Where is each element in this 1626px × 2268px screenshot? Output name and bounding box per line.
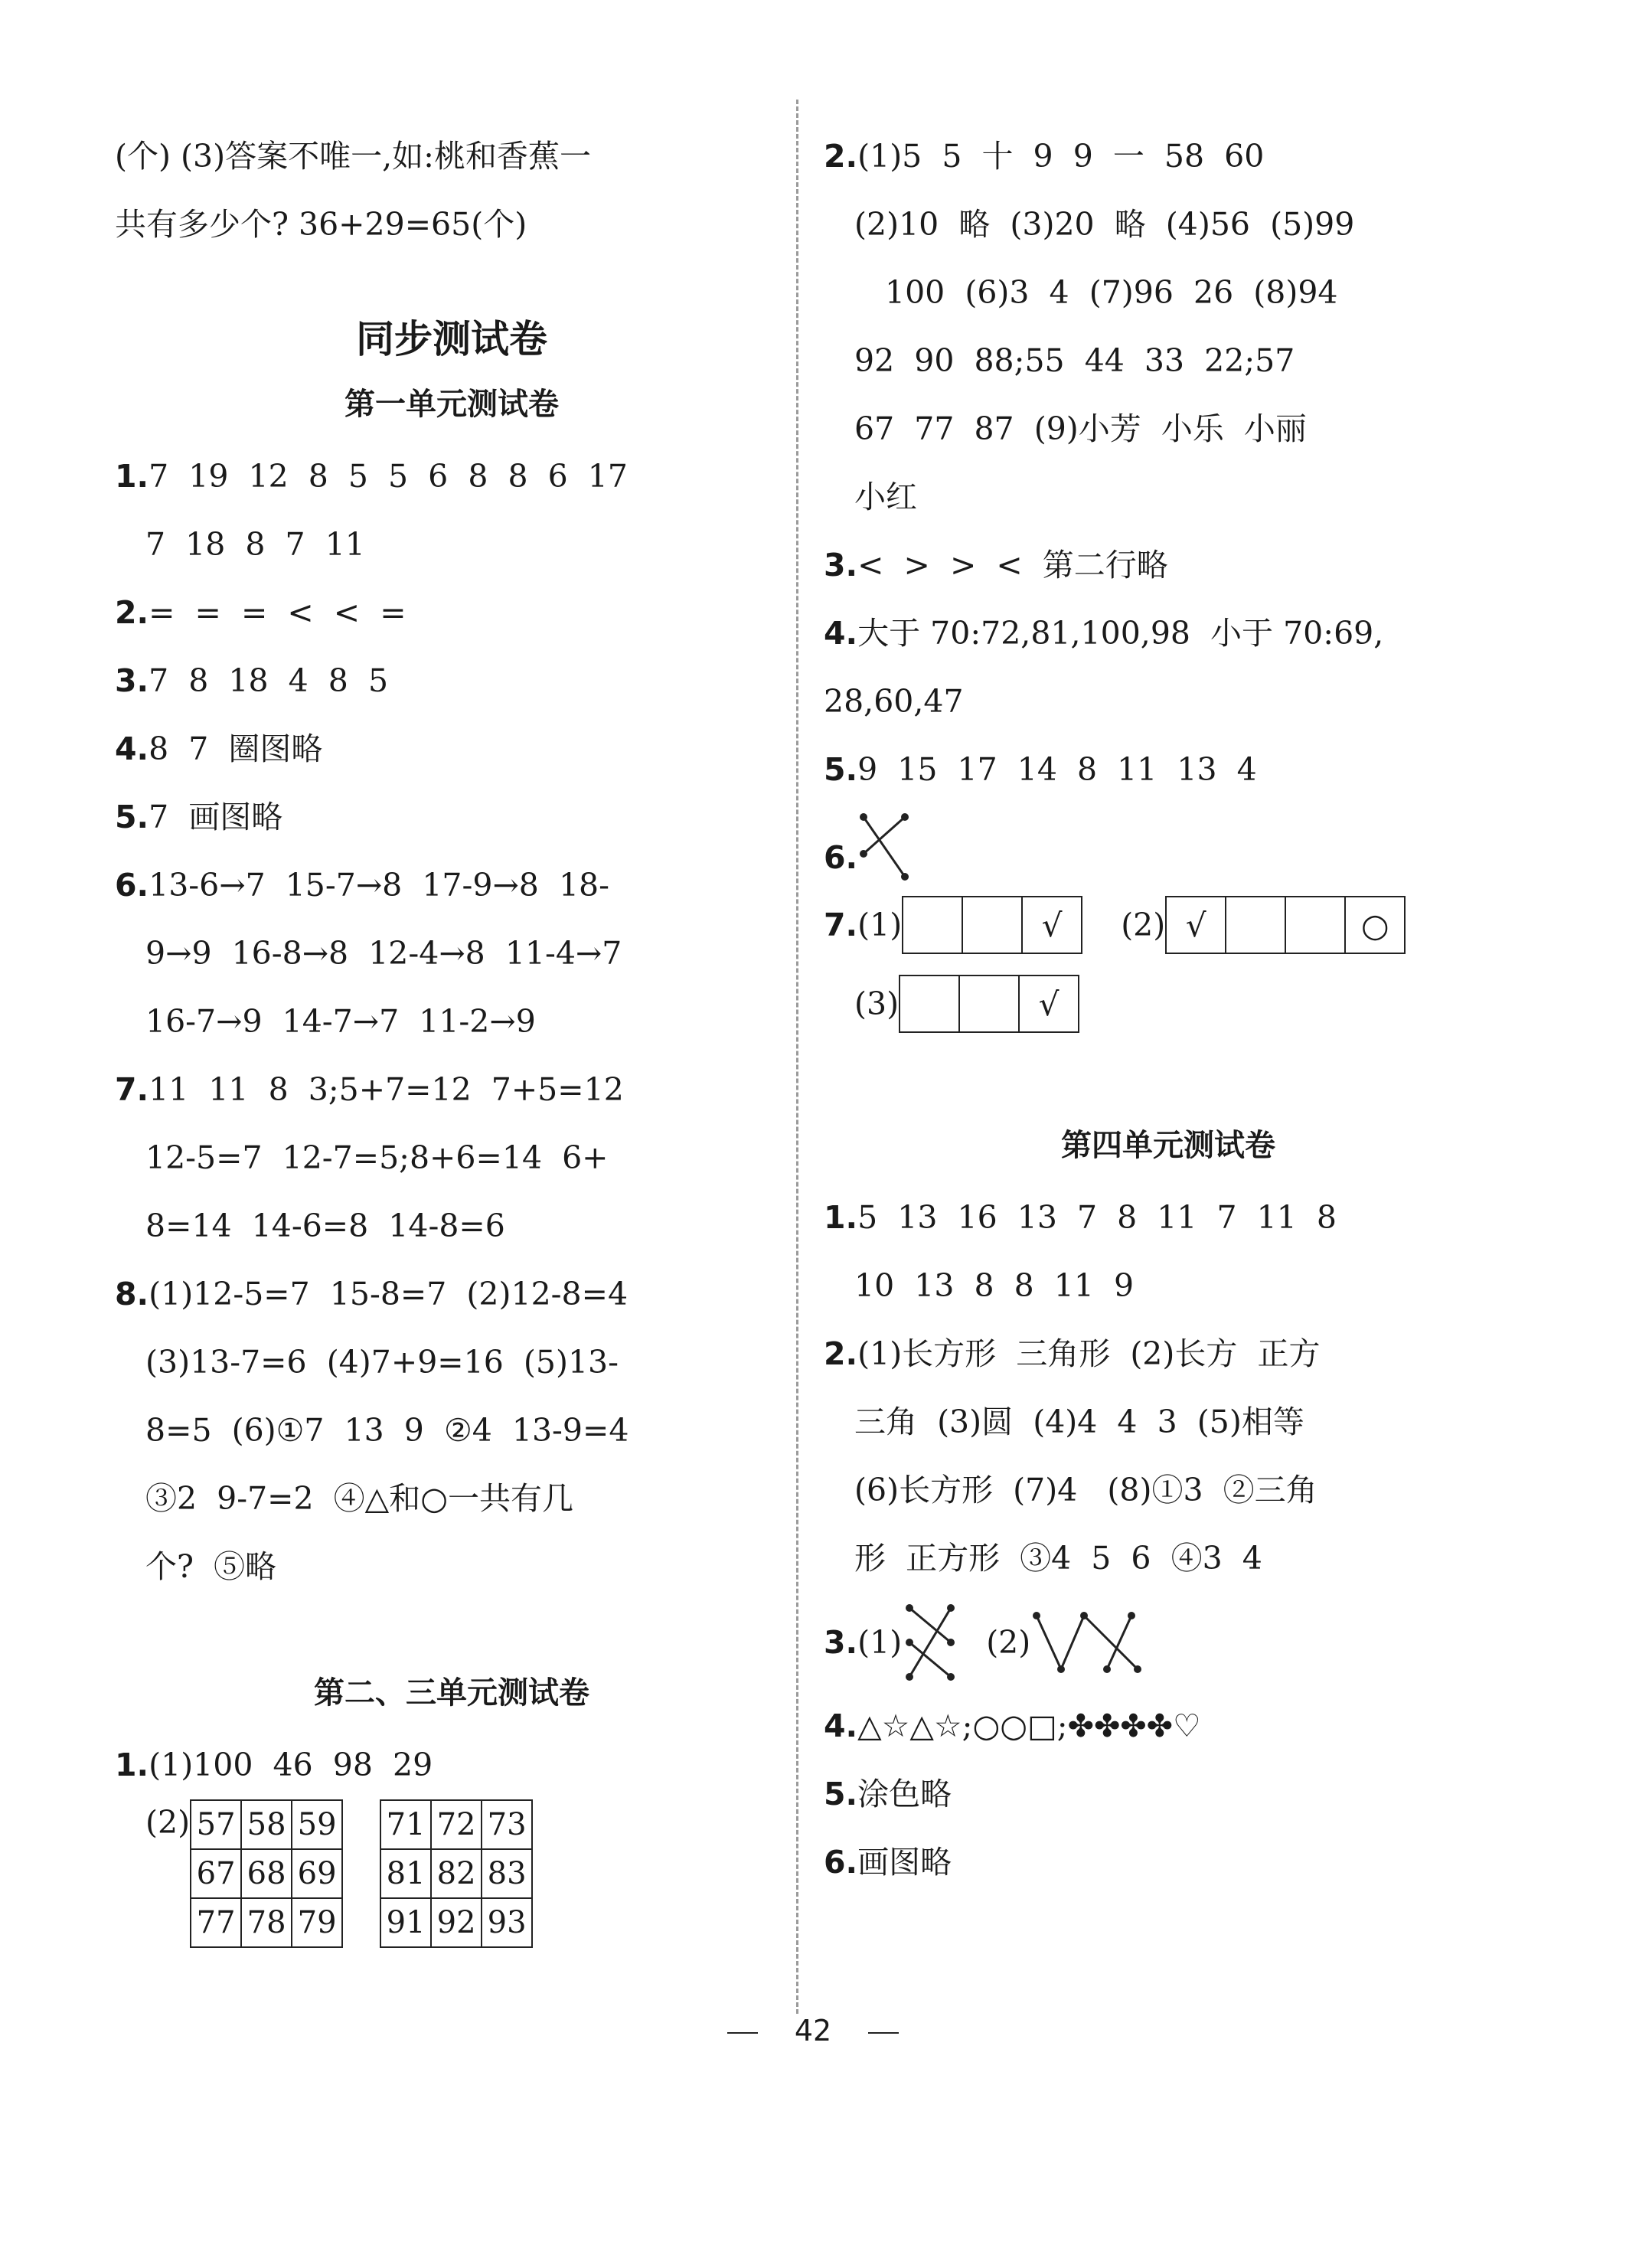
grid-cell: 73	[482, 1800, 532, 1849]
answer-line: 3.< > > < 第二行略	[824, 547, 1168, 583]
answer-line: 1.7 19 12 8 5 5 6 8 8 6 17	[115, 458, 628, 495]
grid-cell: 78	[241, 1898, 292, 1947]
grid-cell: 59	[292, 1800, 342, 1849]
answer-line: 16-7→9 14-7→7 11-2→9	[145, 1003, 536, 1040]
answer-line: 6.画图略	[824, 1844, 952, 1881]
answer-box	[1285, 897, 1344, 953]
answer-box	[958, 976, 1018, 1031]
hundred-chart-answers	[115, 1799, 789, 1948]
answer-box: ○	[1344, 897, 1404, 953]
answer-boxes	[899, 975, 1079, 1033]
grid-cell: 81	[380, 1849, 431, 1898]
answer-line: 5.涂色略	[824, 1776, 952, 1812]
answer-line: ③2 9-7=2 ④△和○一共有几	[145, 1480, 573, 1517]
matching-lines-figure-2	[1030, 1608, 1145, 1677]
answer-line: 小红	[854, 479, 917, 515]
answer-line: 3.7 8 18 4 8 5	[115, 662, 389, 699]
answer-number: 7.	[824, 906, 858, 943]
grid-cell: 58	[241, 1800, 292, 1849]
answer-line: (6)长方形 (7)4 (8)①3 ②三角	[854, 1472, 1317, 1508]
answer-label: (1)	[857, 906, 903, 943]
unit4-title: 第四单元测试卷	[1061, 1128, 1275, 1163]
grid-cell: 69	[292, 1849, 342, 1898]
unit1-answers	[115, 443, 789, 1601]
crossed-lines-figure	[857, 808, 919, 884]
intro-line-2: 共有多少个? 36+29=65(个)	[115, 206, 527, 243]
grid-cell: 92	[431, 1898, 482, 1947]
answer-line: 1.5 13 16 13 7 8 11 7 11 8	[824, 1199, 1337, 1236]
answer-box	[900, 976, 958, 1031]
answer-line: 2.(1)长方形 三角形 (2)长方 正方	[824, 1335, 1321, 1372]
answer-number: 6.	[824, 838, 858, 876]
answer-box: √	[1185, 906, 1206, 944]
intro-line-1: (个) (3)答案不唯一,如:桃和香蕉一	[115, 138, 591, 175]
answer-line: 1.(1)100 46 98 29	[115, 1747, 433, 1783]
answer-line: 6.13-6→7 15-7→8 17-9→8 18-	[115, 867, 609, 904]
grid-cell: 77	[191, 1898, 241, 1947]
answer-box	[1225, 897, 1285, 953]
answer-line: 8=5 (6)①7 13 9 ②4 13-9=4	[145, 1412, 629, 1449]
q3-matching	[824, 1593, 1513, 1692]
unit1-title: 第一单元测试卷	[344, 387, 559, 422]
right-column	[824, 123, 1513, 1897]
q7-row-1	[824, 888, 1513, 962]
answer-line: 个? ⑤略	[145, 1548, 277, 1585]
answer-number: 3.	[824, 1623, 858, 1661]
q7-row-2	[824, 962, 1513, 1046]
answer-label: (1)	[857, 1623, 903, 1661]
answer-line: 10 13 8 8 11 9	[854, 1267, 1135, 1304]
answer-line: 4.8 7 圈图略	[115, 730, 323, 767]
answer-boxes	[902, 896, 1082, 954]
answer-line: 8.(1)12-5=7 15-8=7 (2)12-8=4	[115, 1276, 629, 1312]
answer-line: 4.大于 70:72,81,100,98 小于 70:69,	[824, 615, 1384, 652]
answer-label: (2)	[1121, 906, 1166, 943]
answer-line: (3)13-7=6 (4)7+9=16 (5)13-	[145, 1344, 619, 1381]
answer-line: 92 90 88;55 44 33 22;57	[854, 342, 1295, 379]
grid-cell: 91	[380, 1898, 431, 1947]
answer-box: √	[1021, 897, 1081, 953]
page-number	[0, 2014, 1626, 2047]
answer-line: 7.11 11 8 3;5+7=12 7+5=12	[115, 1071, 624, 1108]
answer-line: (2)10 略 (3)20 略 (4)56 (5)99	[854, 206, 1355, 243]
page-number-text: 42	[794, 2014, 832, 2047]
grid-cell: 72	[431, 1800, 482, 1849]
column-divider	[796, 100, 798, 2014]
dash-left	[727, 2032, 758, 2034]
answer-line: 5.7 画图略	[115, 799, 283, 835]
dash-right	[868, 2032, 899, 2034]
answer-line: 形 正方形 ③4 5 6 ④3 4	[854, 1540, 1262, 1577]
matching-lines-figure-1	[902, 1600, 963, 1685]
answer-line: 7 18 8 7 11	[145, 526, 365, 563]
answer-box	[903, 897, 962, 953]
answer-line: 67 77 87 (9)小芳 小乐 小丽	[854, 410, 1307, 447]
grid-cell: 67	[191, 1849, 241, 1898]
answer-line: 5.9 15 17 14 8 11 13 4	[824, 751, 1257, 788]
grid-cell: 82	[431, 1849, 482, 1898]
answer-line: 9→9 16-8→8 12-4→8 11-4→7	[145, 935, 622, 972]
answer-box: √	[1018, 976, 1078, 1031]
grid-cell: 79	[292, 1898, 342, 1947]
left-column	[115, 123, 789, 1948]
number-grid-b	[380, 1799, 533, 1948]
grid-cell: 71	[380, 1800, 431, 1849]
unit23-title: 第二、三单元测试卷	[314, 1675, 589, 1711]
answer-label: (3)	[854, 985, 900, 1022]
answer-line: 12-5=7 12-7=5;8+6=14 6+	[145, 1139, 609, 1176]
q6-matching	[824, 804, 1513, 888]
answer-line: 三角 (3)圆 (4)4 4 3 (5)相等	[854, 1404, 1304, 1440]
answer-boxes	[1165, 896, 1406, 954]
grid-cell: 57	[191, 1800, 241, 1849]
answer-line: 8=14 14-6=8 14-8=6	[145, 1208, 505, 1244]
answer-label: (2)	[145, 1804, 191, 1841]
answer-line: 100 (6)3 4 (7)96 26 (8)94	[885, 274, 1338, 311]
number-grid-a	[190, 1799, 343, 1948]
answer-line: 4.△☆△☆;○○□;✤✤✤✤♡	[824, 1708, 1201, 1744]
answer-label: (2)	[986, 1623, 1031, 1661]
answer-line: 2.= = = < < =	[115, 594, 406, 631]
answer-line: 2.(1)5 5 十 9 9 一 58 60	[824, 138, 1265, 175]
grid-cell: 93	[482, 1898, 532, 1947]
answer-line: 28,60,47	[824, 683, 964, 720]
grid-cell: 83	[482, 1849, 532, 1898]
section-title: 同步测试卷	[356, 317, 547, 361]
grid-cell: 68	[241, 1849, 292, 1898]
answer-box	[962, 897, 1021, 953]
